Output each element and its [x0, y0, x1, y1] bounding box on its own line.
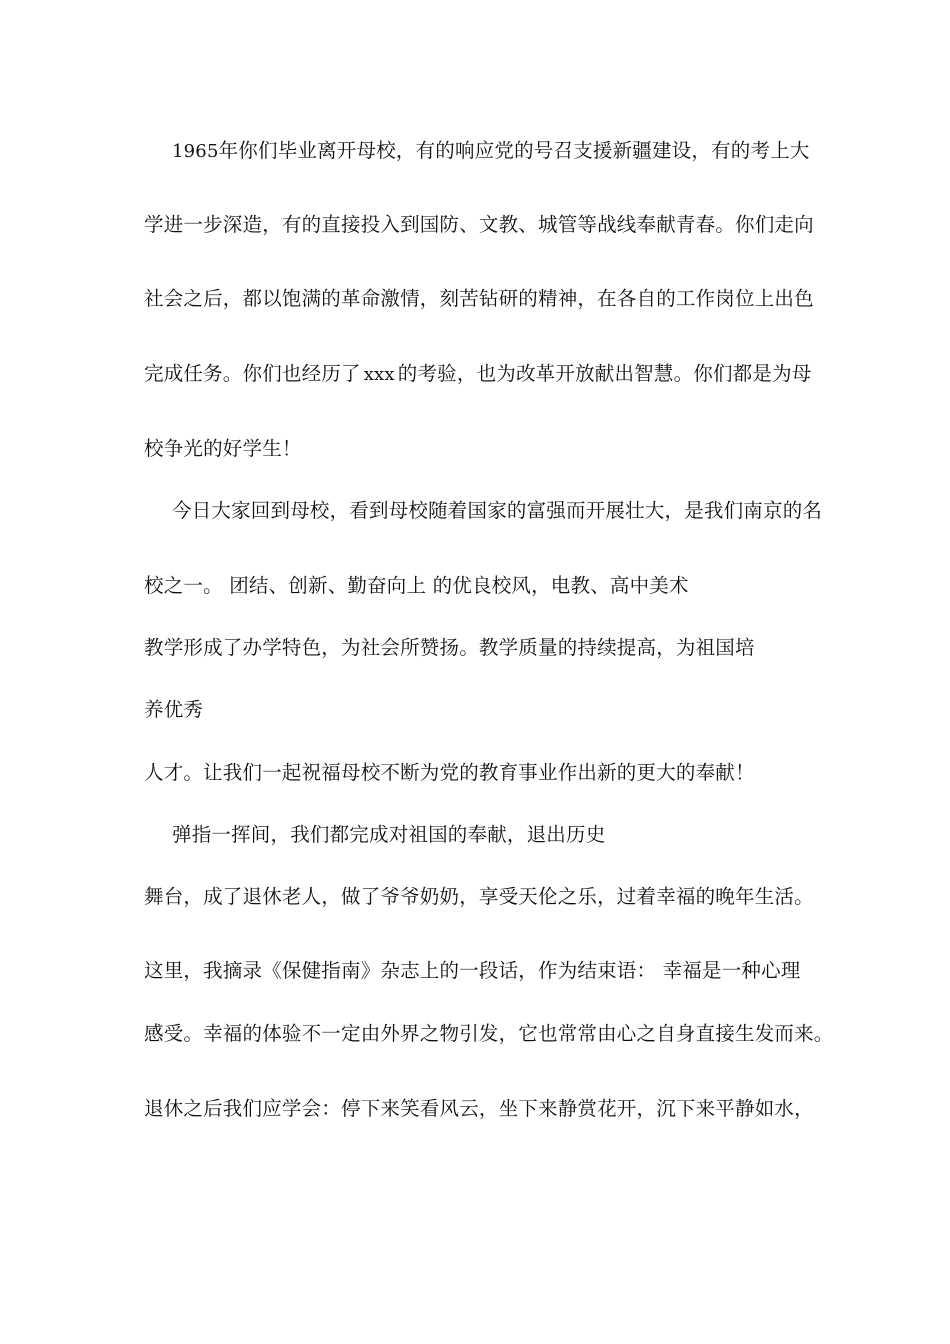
paragraph-1-line-2: 学进一步深造，有的直接投入到国防、文教、城管等战线奉献青春。你们走向: [144, 213, 814, 236]
paragraph-1-line-5: 校争光的好学生！: [144, 437, 302, 460]
paragraph-1-line-1: [172, 138, 810, 165]
line-text: 的考验，也为改革开放献出智慧。你们都是为母: [397, 362, 812, 385]
line-text: 完成任务。你们也经历了: [144, 362, 361, 385]
paragraph-2-line-3: 教学形成了办学特色，为社会所赞扬。教学质量的持续提高，为祖国培: [144, 636, 755, 659]
placeholder-xxx: xxx: [363, 364, 395, 385]
paragraph-2-line-2: 校之一。 团结、创新、勤奋向上 的优良校风，电教、高中美术: [144, 574, 689, 597]
year-number: 1965: [172, 141, 219, 162]
paragraph-1-line-3: 社会之后，都以饱满的革命激情，刻苦钻研的精神，在各自的工作岗位上出色: [144, 287, 814, 310]
line-text: 年你们毕业离开母校，有的响应党的号召支援新疆建设，有的考上大: [218, 139, 810, 162]
paragraph-1-line-4: [144, 361, 811, 388]
paragraph-3-line-5: 退休之后我们应学会：停下来笑看风云，坐下来静赏花开，沉下来平静如水，: [144, 1097, 814, 1120]
paragraph-3-line-1: 弹指一挥间，我们都完成对祖国的奉献，退出历史: [172, 823, 606, 846]
paragraph-3-line-2: 舞台，成了退休老人，做了爷爷奶奶，享受天伦之乐，过着幸福的晚年生活。: [144, 885, 814, 908]
paragraph-3-line-4: 感受。幸福的体验不一定由外界之物引发，它也常常由心之自身直接生发而来。: [144, 1022, 834, 1045]
paragraph-2-line-4: 养优秀: [144, 698, 204, 721]
paragraph-3-line-3: 这里，我摘录《保健指南》杂志上的一段话，作为结束语： 幸福是一种心理: [144, 959, 801, 982]
paragraph-2-line-1: 今日大家回到母校，看到母校随着国家的富强而开展壮大，是我们南京的名: [172, 499, 823, 522]
paragraph-2-line-5: 人才。让我们一起祝福母校不断为党的教育事业作出新的更大的奉献！: [144, 761, 755, 784]
